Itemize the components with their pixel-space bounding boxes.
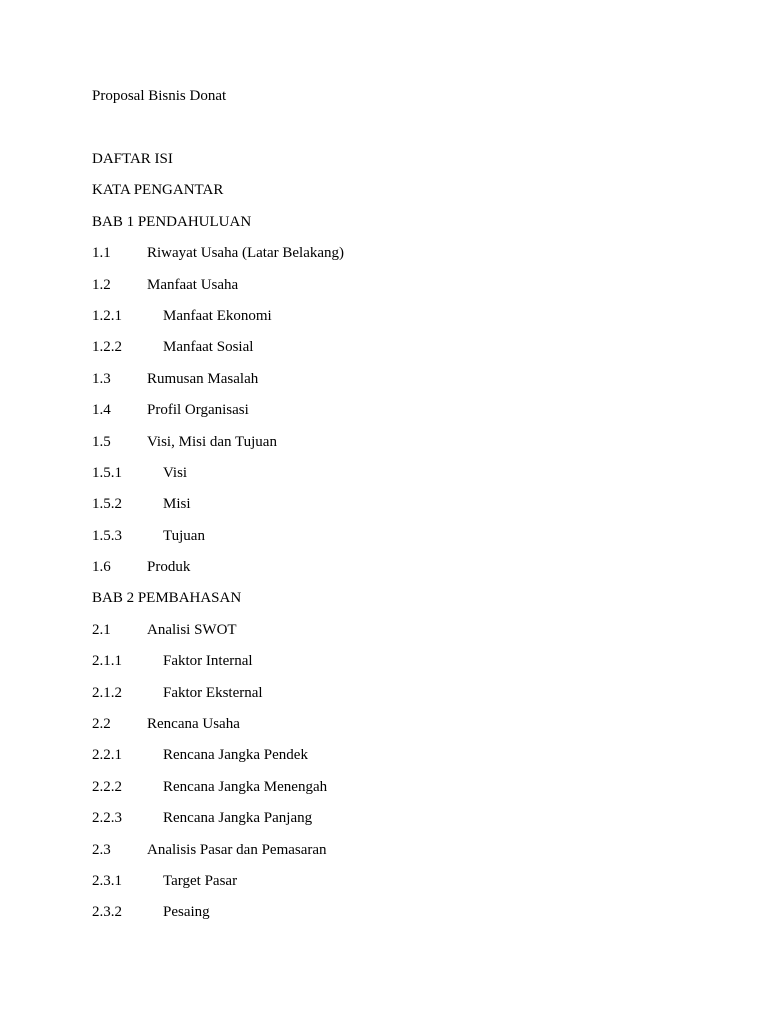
toc-entry-number: 2.1 [92, 621, 111, 638]
toc-entry-label: Analisis Pasar dan Pemasaran [147, 841, 327, 858]
toc-entry-label: Manfaat Sosial [163, 339, 254, 356]
toc-entry-number: 1.5 [92, 433, 111, 450]
toc-entry [92, 180, 732, 211]
toc-entry [92, 745, 732, 776]
toc-entry [92, 588, 732, 619]
toc-entry-number: 1.2.2 [92, 339, 122, 356]
toc-entry-label: Tujuan [163, 527, 205, 544]
toc-entry [92, 243, 732, 274]
toc-entry-number: 1.5.3 [92, 527, 122, 544]
toc-entry-number: 2.3.1 [92, 872, 122, 889]
toc-entry-number: 1.4 [92, 402, 111, 419]
toc-entry-label: Produk [147, 559, 191, 576]
toc-entry [92, 620, 732, 651]
toc-entry [92, 400, 732, 431]
toc-entry-label: Misi [163, 496, 191, 513]
toc-entry-label: DAFTAR ISI [92, 151, 173, 167]
toc-entry-number: 1.2.1 [92, 307, 122, 324]
toc-entry-number: 2.1.2 [92, 684, 122, 701]
toc-entry-label: Faktor Eksternal [163, 684, 263, 701]
toc-entry-number: 1.2 [92, 276, 111, 293]
toc-entry [92, 526, 732, 557]
toc-entry-number: 2.1.1 [92, 653, 122, 670]
toc-entry [92, 275, 732, 306]
toc-entry [92, 808, 732, 839]
toc-entry-number: 1.5.1 [92, 464, 122, 481]
toc-entry [92, 463, 732, 494]
toc-entry [92, 902, 732, 933]
toc-entry-label: KATA PENGANTAR [92, 182, 224, 199]
toc-entry-label: Target Pasar [163, 872, 238, 889]
toc-entry [92, 777, 732, 808]
toc-entry-label: Riwayat Usaha (Latar Belakang) [147, 245, 344, 262]
toc-entry-number: 2.2 [92, 716, 111, 733]
toc-entry [92, 432, 732, 463]
toc-entry-number: 1.6 [92, 559, 111, 576]
toc-entry [92, 369, 732, 400]
toc-entry-number: 1.3 [92, 370, 111, 387]
toc-entry-number: 2.2.2 [92, 778, 122, 795]
toc-entry-label: Rencana Jangka Panjang [163, 810, 313, 827]
document-title: Proposal Bisnis Donat [92, 88, 227, 104]
toc-entry-number: 2.3 [92, 841, 111, 858]
table-of-contents [92, 149, 732, 934]
toc-entry-label: Pesaing [163, 904, 210, 921]
toc-entry-label: Faktor Internal [163, 653, 253, 670]
toc-entry-label: Rumusan Masalah [147, 370, 259, 387]
toc-entry-label: Manfaat Ekonomi [163, 307, 272, 324]
toc-entry-label: Manfaat Usaha [147, 276, 239, 293]
toc-entry [92, 714, 732, 745]
toc-entry [92, 212, 732, 243]
toc-entry-number: 1.1 [92, 245, 111, 262]
toc-entry [92, 651, 732, 682]
toc-entry-label: BAB 2 PEMBAHASAN [92, 590, 242, 607]
toc-entry-number: 2.3.2 [92, 904, 122, 921]
toc-entry-label: Visi, Misi dan Tujuan [147, 433, 277, 450]
toc-entry [92, 557, 732, 588]
toc-entry-label: Analisi SWOT [147, 621, 237, 638]
toc-entry-number: 2.2.1 [92, 747, 122, 764]
toc-entry-number: 1.5.2 [92, 496, 122, 513]
toc-entry-label: Rencana Jangka Menengah [163, 778, 328, 795]
toc-entry-label: BAB 1 PENDAHULUAN [92, 213, 252, 230]
toc-entry [92, 306, 732, 337]
toc-entry-label: Profil Organisasi [147, 402, 249, 419]
toc-entry [92, 840, 732, 871]
toc-entry-label: Visi [163, 464, 188, 481]
toc-entry [92, 683, 732, 714]
toc-entry [92, 337, 732, 368]
toc-entry [92, 494, 732, 525]
toc-entry-label: Rencana Usaha [147, 716, 240, 733]
toc-entry [92, 871, 732, 902]
toc-entry-label: Rencana Jangka Pendek [163, 747, 308, 764]
toc-entry-number: 2.2.3 [92, 810, 122, 827]
toc-entry [92, 149, 732, 180]
